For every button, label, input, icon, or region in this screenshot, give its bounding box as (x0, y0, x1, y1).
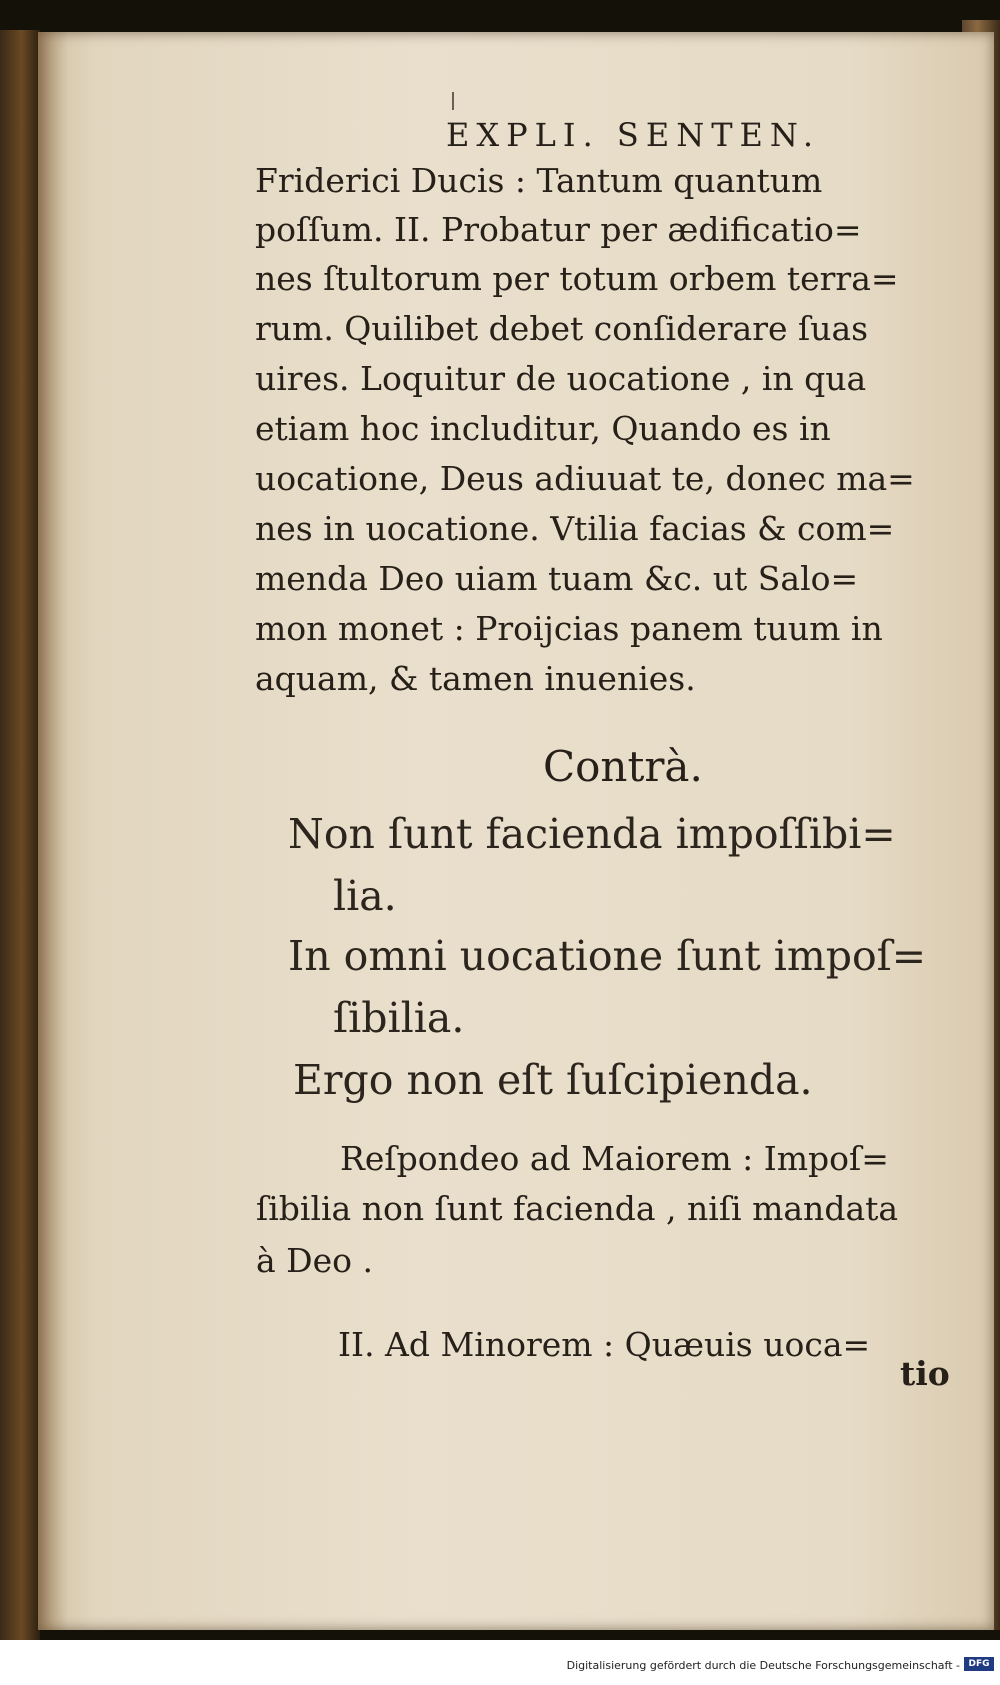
text-line: ſibilia non ſunt facienda , niſi mandata (256, 1189, 899, 1228)
text-line: menda Deo uiam tuam &c. ut Salo= (255, 559, 859, 598)
syllogism-line: In omni uocatione ſunt impoſ= (288, 932, 927, 980)
syllogism-line: Non ſunt facienda impoſſibi= (288, 810, 896, 858)
text-line: mon monet : Proijcias panem tuum in (255, 609, 883, 648)
page-edge-stain (38, 32, 68, 1630)
text-line: aquam, & tamen inuenies. (255, 659, 696, 698)
text-line: Friderici Ducis : Tantum quantum (255, 161, 823, 200)
book-page (38, 32, 994, 1630)
text-line: II. Ad Minorem : Quæuis uoca= (338, 1325, 871, 1364)
text-line: rum. Quilibet debet conſiderare ſuas (255, 309, 869, 348)
text-line: à Deo . (256, 1241, 373, 1280)
text-line: uocatione, Deus adiuuat te, donec ma= (255, 459, 915, 498)
syllogism-line: lia. (333, 872, 397, 920)
text-line: poſſum. II. Probatur per ædificatio= (255, 210, 862, 249)
section-heading: Contrà. (543, 742, 703, 791)
text-line: nes in uocatione. Vtilia facias & com= (255, 509, 895, 548)
funding-credit: Digitalisierung gefördert durch die Deutsche Forschungsgemeinschaft - (566, 1659, 960, 1672)
head-rule-mark (452, 92, 454, 110)
syllogism-line: ſibilia. (333, 994, 465, 1042)
text-line: uires. Loquitur de uocatione , in qua (255, 359, 867, 398)
catchword: tio (900, 1354, 950, 1393)
text-line: etiam hoc includitur, Quando es in (255, 409, 831, 448)
text-line: nes ſtultorum per totum orbem terra= (255, 259, 899, 298)
left-binding-edge (0, 30, 40, 1640)
text-line: Reſpondeo ad Maiorem : Impoſ= (340, 1139, 889, 1178)
dfg-logo-icon: DFG (964, 1657, 994, 1671)
running-head: EXPLI. SENTEN. (446, 116, 821, 154)
syllogism-line: Ergo non eſt ſuſcipienda. (293, 1056, 813, 1104)
digitization-footer (0, 1641, 1000, 1685)
